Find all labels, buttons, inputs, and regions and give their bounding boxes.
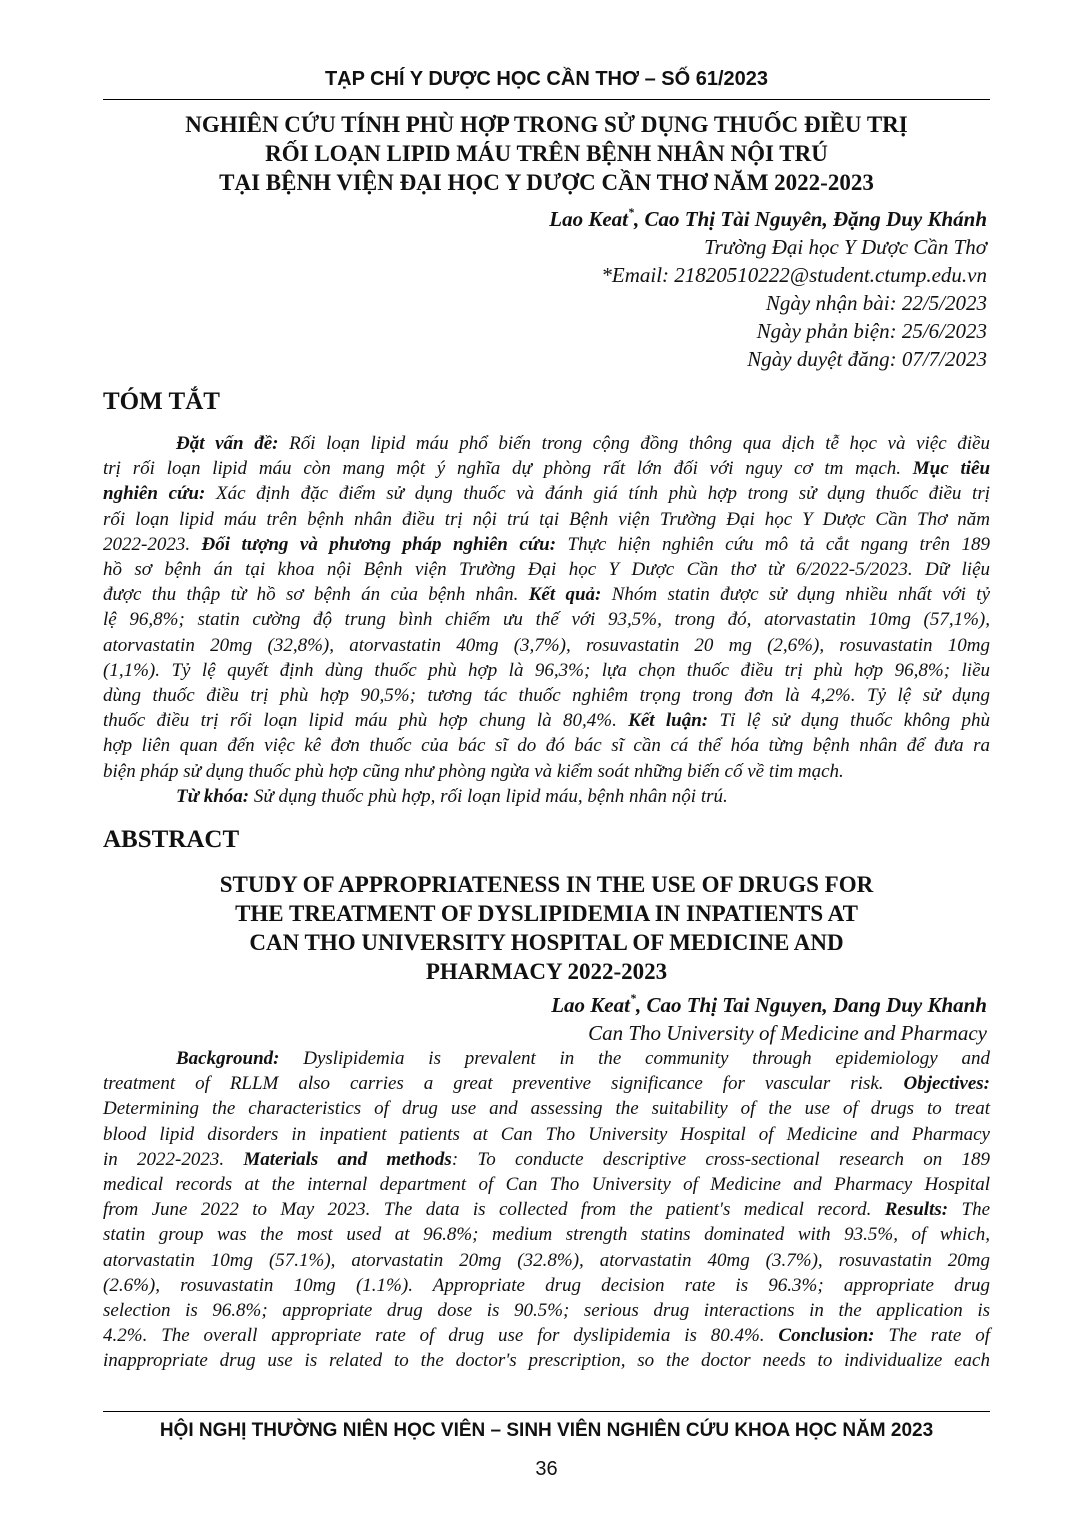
en-title-line: STUDY OF APPROPRIATENESS IN THE USE OF DRUGS FOR [219,872,874,897]
en-abstract-heading: ABSTRACT [103,826,240,853]
vn-keywords: Từ khóa: Sử dụng thuốc phù hợp, rối loạn lipid máu, bệnh nhân nội trú. [176,785,728,807]
vn-abstract: Đặt vấn đề: Rối loạn lipid máu phổ biến trong cộng đồng thông qua dịch tễ học và việc điều trị rối loạn lipid máu còn mang một ý nghĩa dự phòng rất lớn đối với nguy cơ tm mạch. Mục tiêu nghiên cứu: Xác định đặc điểm sử dụng thuốc và đánh giá tính phù hợp trong sử dụng thuốc điều trị rối loạn lipid máu trên bệnh nhân điều trị nội trú tại Bệnh viện Trường Đại học Y Dược Cần Thơ năm 2022-2023. Đối tượng và phương pháp nghiên cứu: Thực hiện nghiên cứu mô tả cắt ngang trên 189 hồ sơ bệnh án tại khoa nội Bệnh viện Trường Đại học Y Dược Cần thơ từ 6/2022-5/2023. Dữ liệu được thu thập từ hồ sơ bệnh án của bệnh nhân. Kết quả: Nhóm statin được sử dụng nhiều nhất với tỷ lệ 96,8%; statin cường độ trung bình chiếm ưu thế với 93,5%, trong đó, atorvastatin 10mg (57,1%), atorvastatin 20mg (32,8%), atorvastatin 40mg (3,7%), rosuvastatin 20 mg (2,6%), rosuvastatin 10mg (1,1%). Tỷ lệ quyết định dùng thuốc phù hợp là 96,3%; lựa chọn thuốc điều trị phù hợp 96,8%; liều dùng thuốc điều trị phù hợp 90,5%; tương tác thuốc nghiêm trọng trong đơn là 4,2%. Tỷ lệ sử dụng thuốc điều trị rối loạn lipid máu phù hợp chung là 80,4%. Kết luận: Tỉ lệ sử dụng thuốc không phù hợp liên quan đến việc kê đơn thuốc của bác sĩ do đó bác sĩ cần cá thể hóa từng bệnh nhân để đưa ra biện pháp sử dụng thuốc phù hợp cũng như phòng ngừa và kiểm soát những biến cố về tim mạch. Từ khóa: Sử dụng thuốc phù hợp, rối loạn lipid máu, bệnh nhân nội trú. [103,431,990,809]
vn-byline [103,205,987,373]
journal-header: TẠP CHÍ Y DƯỢC HỌC CẦN THƠ – SỐ 61/2023 [324,68,769,90]
accepted-date: Ngày duyệt đăng: 07/7/2023 [747,347,987,371]
vn-authors: Lao Keat*, Cao Thị Tài Nguyên, Đặng Duy Khánh [549,205,987,231]
vn-title-line: TẠI BỆNH VIỆN ĐẠI HỌC Y DƯỢC CẦN THƠ NĂM 2022-2023 [219,170,874,195]
en-byline [103,991,987,1047]
en-authors: Lao Keat*, Cao Thị Tai Nguyen, Dang Duy Khanh [551,991,987,1017]
page-number: 36 [535,1458,558,1480]
footer-rule [103,1411,990,1412]
en-title [103,870,990,986]
en-title-line: CAN THO UNIVERSITY HOSPITAL OF MEDICINE AND [249,930,844,955]
received-date: Ngày nhận bài: 22/5/2023 [765,291,987,315]
conference-footer: HỘI NGHỊ THƯỜNG NIÊN HỌC VIÊN – SINH VIÊN NGHIÊN CỨU KHOA HỌC NĂM 2023 [159,1420,934,1441]
en-affiliation: Can Tho University of Medicine and Pharmacy [588,1021,987,1045]
en-title-line: PHARMACY 2022-2023 [425,959,668,984]
vn-affiliation: Trường Đại học Y Dược Cần Thơ [704,235,987,259]
vn-title [103,110,990,197]
vn-title-line: RỐI LOẠN LIPID MÁU TRÊN BỆNH NHÂN NỘI TRÚ [265,141,828,166]
vn-title-line: NGHIÊN CỨU TÍNH PHÙ HỢP TRONG SỬ DỤNG THUỐC ĐIỀU TRỊ [185,112,908,137]
email-link[interactable]: *Email: 21820510222@student.ctump.edu.vn [601,263,987,287]
header-rule [103,99,990,100]
en-abstract: Background: Dyslipidemia is prevalent in the community through epidemiology and treatment of RLLM also carries a great preventive significance for vascular risk. Objectives: Determining the characteristics of drug use and assessing the suitability of the use of drugs to treat blood lipid disorders in inpatient patients at Can Tho University Hospital of Medicine and Pharmacy in 2022-2023. Materials and methods: To conducte descriptive cross-sectional research on 189 medical records at the internal department of Can Tho University of Medicine and Pharmacy Hospital from June 2022 to May 2023. The data is collected from the patient's medical record. Results: The statin group was the most used at 96.8%; medium strength statins dominated with 93.5%, of which, atorvastatin 10mg (57.1%), atorvastatin 20mg (32.8%), atorvastatin 40mg (3.7%), rosuvastatin 20mg (2.6%), rosuvastatin 10mg (1.1%). Appropriate drug decision rate is 96.3%; appropriate drug selection is 96.8%; appropriate drug dose is 90.5%; serious drug interactions in the application is 4.2%. The overall appropriate rate of drug use for dyslipidemia is 80.4%. Conclusion: The rate of inappropriate drug use is related to the doctor's prescription, so the doctor needs to individualize each [103,1048,990,1372]
vn-summary-heading: TÓM TẮT [103,388,220,415]
reviewed-date: Ngày phản biện: 25/6/2023 [756,319,987,343]
en-title-line: THE TREATMENT OF DYSLIPIDEMIA IN INPATIENTS AT [235,901,858,926]
